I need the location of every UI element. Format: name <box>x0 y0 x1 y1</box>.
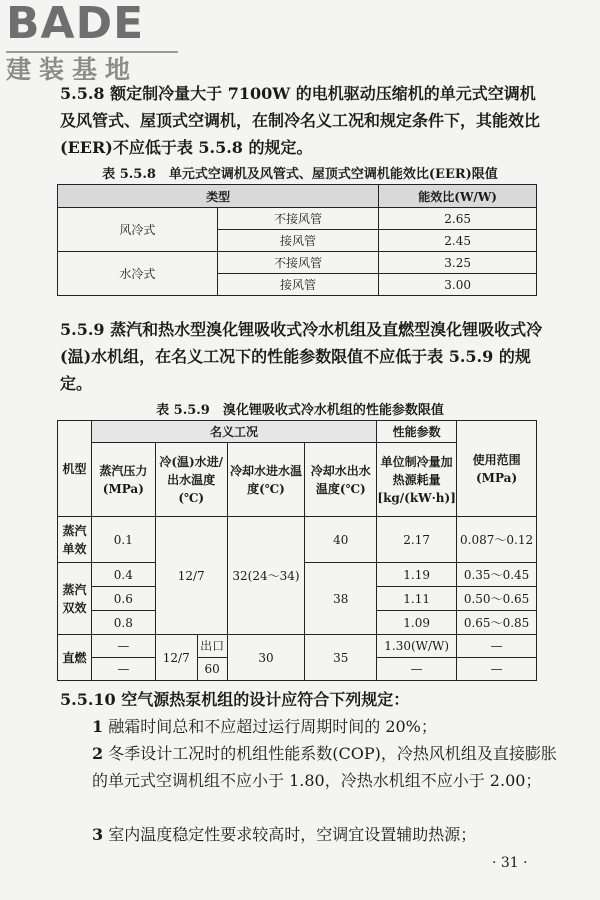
item-text: 冬季设计工况时的机组性能系数(COP)，冷热风机组及直接膨胀的单元式空调机组不应小于 1.80，冷热水机组不应小于 2.00； <box>92 744 557 790</box>
sub-cell: 不接风管 <box>217 208 379 230</box>
value-cell: 3.00 <box>379 274 537 296</box>
consumption-cell: 1.30(W/W) <box>377 635 457 658</box>
list-item <box>92 713 562 740</box>
section-5-5-9 <box>60 316 550 397</box>
consumption-cell: 1.19 <box>377 563 457 587</box>
header-unit-consumption: 单位制冷量加热源耗量[kg/(kW·h)] <box>377 443 457 517</box>
header-performance: 性能参数 <box>377 421 457 443</box>
pressure-cell: 0.6 <box>91 587 155 611</box>
logo-rule <box>6 51 178 53</box>
header-model: 机型 <box>58 421 92 517</box>
model-cell: 蒸汽双效 <box>58 563 92 635</box>
outlet-value-cell: 60 <box>197 658 227 681</box>
range-cell: 0.35～0.45 <box>457 563 537 587</box>
pressure-cell: 0.1 <box>91 517 155 563</box>
list-item <box>92 740 562 794</box>
logo-subtitle: 建装基地 <box>6 55 139 84</box>
header-type: 类型 <box>58 185 379 208</box>
item-number: 1 <box>92 717 104 736</box>
value-cell: 2.45 <box>379 230 537 252</box>
cooling-in-cell: 30 <box>227 635 305 681</box>
consumption-cell: 1.11 <box>377 587 457 611</box>
section-text: 蒸汽和热水型溴化锂吸收式冷水机组及直燃型溴化锂吸收式冷(温)水机组，在名义工况下的性能参数限值不应低于表 5.5.9 的规定。 <box>60 320 543 393</box>
consumption-cell: — <box>377 658 457 681</box>
range-cell: — <box>457 635 537 658</box>
model-cell: 直燃 <box>58 635 92 681</box>
item-number: 2 <box>92 744 104 763</box>
header-range: 使用范围(MPa) <box>457 421 537 517</box>
table-row <box>58 208 537 230</box>
table-row <box>58 635 537 658</box>
list-item <box>92 821 562 848</box>
sub-cell: 不接风管 <box>217 252 379 274</box>
cooling-out-cell: 40 <box>305 517 377 563</box>
logo-word: BADE <box>6 0 145 49</box>
range-cell: 0.50～0.65 <box>457 587 537 611</box>
header-chilled-water: 冷(温)水进/出水温度(℃) <box>155 443 227 517</box>
chilled-water-cell: 12/7 <box>155 635 197 681</box>
table-5-5-8-caption: 表 5.5.8 单元式空调机及风管式、屋顶式空调机能效比(EER)限值 <box>102 167 498 182</box>
table-row <box>58 517 537 563</box>
header-eer: 能效比(W/W) <box>379 185 537 208</box>
group-cell: 水冷式 <box>58 252 218 296</box>
item-text: 融霜时间总和不应超过运行周期时间的 20%； <box>108 717 437 736</box>
range-cell: — <box>457 658 537 681</box>
page-number: · 31 · <box>492 855 528 871</box>
pressure-cell: — <box>91 658 155 681</box>
table-5-5-8 <box>57 184 537 296</box>
section-number: 5.5.8 <box>60 84 105 103</box>
pressure-cell: 0.8 <box>91 611 155 635</box>
table-row <box>58 252 537 274</box>
pressure-cell: 0.4 <box>91 563 155 587</box>
range-cell: 0.65～0.85 <box>457 611 537 635</box>
item-text: 室内温度稳定性要求较高时，空调宜设置辅助热源； <box>108 825 477 844</box>
site-logo <box>6 2 196 92</box>
header-cooling-out: 冷却水出水温度(℃) <box>305 443 377 517</box>
group-cell: 风冷式 <box>58 208 218 252</box>
header-steam-pressure: 蒸汽压力(MPa) <box>91 443 155 517</box>
header-cooling-in: 冷却水进水温度(℃) <box>227 443 305 517</box>
cooling-out-cell: 35 <box>305 635 377 681</box>
section-text: 空气源热泵机组的设计应符合下列规定： <box>121 690 410 709</box>
pressure-cell: — <box>91 635 155 658</box>
section-5-5-10 <box>60 686 550 713</box>
model-cell: 蒸汽单效 <box>58 517 92 563</box>
section-number: 5.5.9 <box>60 320 105 339</box>
table-5-5-9-caption: 表 5.5.9 溴化锂吸收式冷水机组的性能参数限值 <box>156 403 444 418</box>
sub-cell: 接风管 <box>217 274 379 296</box>
section-text: 额定制冷量大于 7100W 的电机驱动压缩机的单元式空调机及风管式、屋顶式空调机，在制冷名义工况和规定条件下，其能效比(EER)不应低于表 5.5.8 的规定。 <box>60 84 541 157</box>
outlet-label-cell: 出口 <box>197 635 227 658</box>
range-cell: 0.087～0.12 <box>457 517 537 563</box>
table-5-5-9 <box>57 420 537 681</box>
cooling-out-cell: 38 <box>305 563 377 635</box>
sub-cell: 接风管 <box>217 230 379 252</box>
section-number: 5.5.10 <box>60 690 116 709</box>
section-5-5-8 <box>60 80 550 161</box>
cooling-in-cell: 32(24～34) <box>227 517 305 635</box>
chilled-water-cell: 12/7 <box>155 517 227 635</box>
value-cell: 3.25 <box>379 252 537 274</box>
value-cell: 2.65 <box>379 208 537 230</box>
item-number: 3 <box>92 825 104 844</box>
consumption-cell: 2.17 <box>377 517 457 563</box>
header-nominal: 名义工况 <box>91 421 376 443</box>
consumption-cell: 1.09 <box>377 611 457 635</box>
